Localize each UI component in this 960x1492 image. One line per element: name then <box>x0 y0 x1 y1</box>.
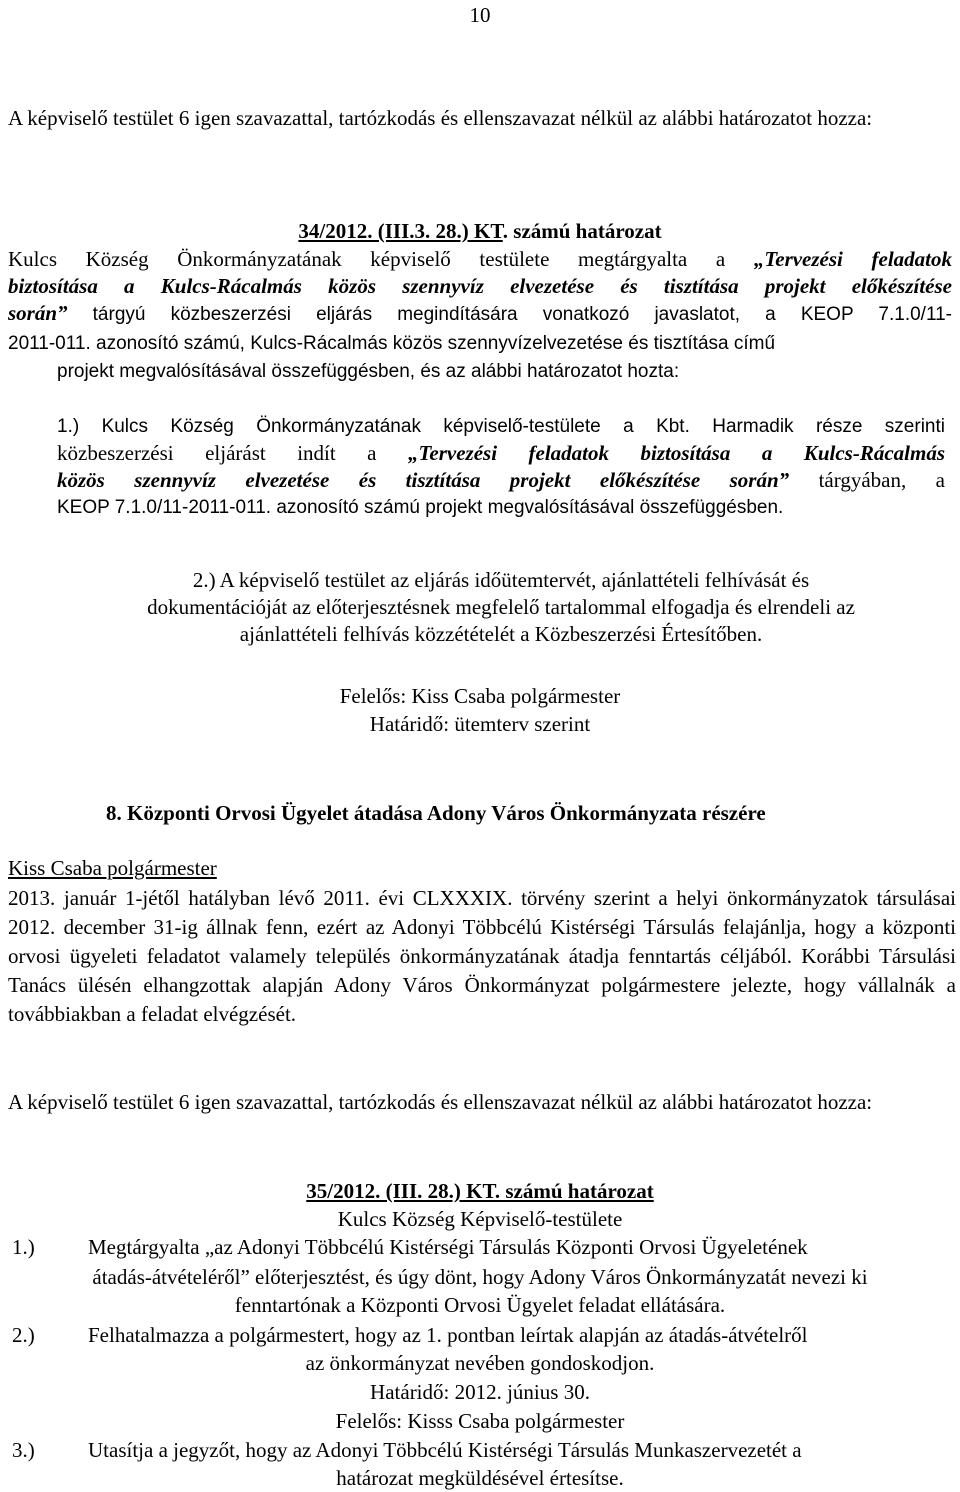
resolution-35-subtitle: Kulcs Község Képviselő-testülete <box>337 1207 623 1231</box>
item-1-line-3 <box>57 467 945 494</box>
point-2-line-2: az önkormányzat nevében gondoskodjon. <box>305 1351 655 1375</box>
item-2-line-3: ajánlattételi felhívás közzétételét a Közbeszerzési Értesítőben. <box>239 622 763 646</box>
resolution-title-35: 35/2012. (III. 28.) KT. számú határozat <box>306 1179 654 1203</box>
responsible-34: Felelős: Kiss Csaba polgármester <box>339 684 621 708</box>
point-2-deadline: Határidő: 2012. június 30. <box>370 1380 590 1404</box>
resolution-34-line-1-text: Kulcs Község Önkormányzatának képviselő testülete megtárgyalta a <box>8 247 754 271</box>
resolution-34-body <box>8 246 952 328</box>
item-2-line-2: dokumentációját az előterjesztésnek megfelelő tartalommal elfogadja és elrendeli az <box>147 595 855 619</box>
point-2-responsible: Felelős: Kisss Csaba polgármester <box>335 1409 625 1433</box>
point-1-line-2: átadás-átvételéről” előterjesztést, és úgy dönt, hogy Adony Város Önkormányzatát nevezi ki <box>92 1265 868 1289</box>
item-1-line-1: 1.) Kulcs Község Önkormányzatának képviselő-testülete a Kbt. Harmadik része szerinti <box>57 416 945 437</box>
section-8-presenter: Kiss Csaba polgármester <box>8 856 217 880</box>
section-8-heading: 8. Központi Orvosi Ügyelet átadása Adony Város Önkormányzata részére <box>106 801 766 825</box>
deadline-34: Határidő: ütemterv szerint <box>369 712 591 736</box>
item-1-line-4: KEOP 7.1.0/11-2011-011. azonosító számú projekt megvalósításával összefüggésben. <box>57 497 784 518</box>
resolution-34-line-2: biztosítása a Kulcs-Rácalmás közös szennyvíz elvezetése és tisztítása projekt előkészítése <box>8 274 952 298</box>
resolution-title-34-suffix: . számú határozat <box>502 219 662 243</box>
point-1-line-1: Megtárgyalta „az Adonyi Többcélú Kistérségi Társulás Központi Orvosi Ügyeletének <box>88 1235 808 1259</box>
point-2-number: 2.) <box>12 1323 35 1347</box>
resolution-34-line-3-text: tárgyú közbeszerzési eljárás megindítására vonatkozó javaslatot, a KEOP 7.1.0/11- <box>67 304 952 325</box>
project-title-italic: „Tervezési feladatok <box>753 247 952 271</box>
point-1-number: 1.) <box>12 1235 35 1259</box>
item-1-project-title: „Tervezési feladatok biztosítása a Kulcs-Rácalmás <box>408 441 945 465</box>
resolution-title-34-number: 34/2012. (III.3. 28.) KT <box>298 219 503 243</box>
item-1-line-2-text: közbeszerzési eljárást indít a <box>57 441 408 465</box>
project-title-end: során” <box>8 301 68 325</box>
resolution-34-line-4: 2011-011. azonosító számú, Kulcs-Rácalmás közös szennyvízelvezetése és tisztítása című <box>8 333 776 354</box>
point-3-number: 3.) <box>12 1438 35 1462</box>
resolution-34-item-1 <box>57 413 945 521</box>
point-3-line-2: határozat megküldésével értesítse. <box>336 1466 624 1490</box>
resolution-34-item-2 <box>57 567 945 648</box>
item-1-line-2 <box>57 440 945 467</box>
resolution-title-34 <box>0 218 960 245</box>
item-2-line-1: 2.) A képviselő testület az eljárás időütemtervét, ajánlattételi felhívását és <box>192 568 810 592</box>
section-8-body: 2013. január 1-jétől hatályban lévő 2011. évi CLXXXIX. törvény szerint a helyi önkormányzatok társulásai 2012. december 31-ig állnak fenn, ezért az Adonyi Többcélú Kistérségi Társulás felajánlja, hogy a központi orvosi ügyeleti feladatot valamely település önkormányzatának átadja fenntartás céljából. Korábbi Társulási Tanács ülésén elhangzottak alapján Adony Város Önkormányzat polgármestere jelezte, hogy vállalnák a továbbiakban a feladat elvégzését. <box>8 886 956 1026</box>
item-1-project-title-end: közös szennyvíz elvezetése és tisztítása projekt előkészítése során” <box>57 468 790 492</box>
resolution-34-line-5: projekt megvalósításával összefüggésben, és az alábbi határozatot hozta: <box>57 361 680 382</box>
point-1-line-3: fenntartónak a Központi Orvosi Ügyelet feladat ellátására. <box>234 1293 726 1317</box>
page-number: 10 <box>469 3 491 27</box>
item-1-line-3-text: tárgyában, a <box>789 468 945 492</box>
resolution-34-line-1 <box>8 246 952 273</box>
point-2-line-1: Felhatalmazza a polgármestert, hogy az 1. pontban leírtak alapján az átadás-átvételről <box>88 1323 808 1347</box>
resolution-34-line-3 <box>8 300 952 328</box>
vote-intro-1: A képviselő testület 6 igen szavazattal, tartózkodás és ellenszavazat nélkül az alábbi határozatot hozza: <box>8 106 873 130</box>
vote-intro-2: A képviselő testület 6 igen szavazattal, tartózkodás és ellenszavazat nélkül az alábbi határozatot hozza: <box>8 1090 873 1114</box>
point-3-line-1: Utasítja a jegyzőt, hogy az Adonyi Többcélú Kistérségi Társulás Munkaszervezetét a <box>88 1438 802 1462</box>
